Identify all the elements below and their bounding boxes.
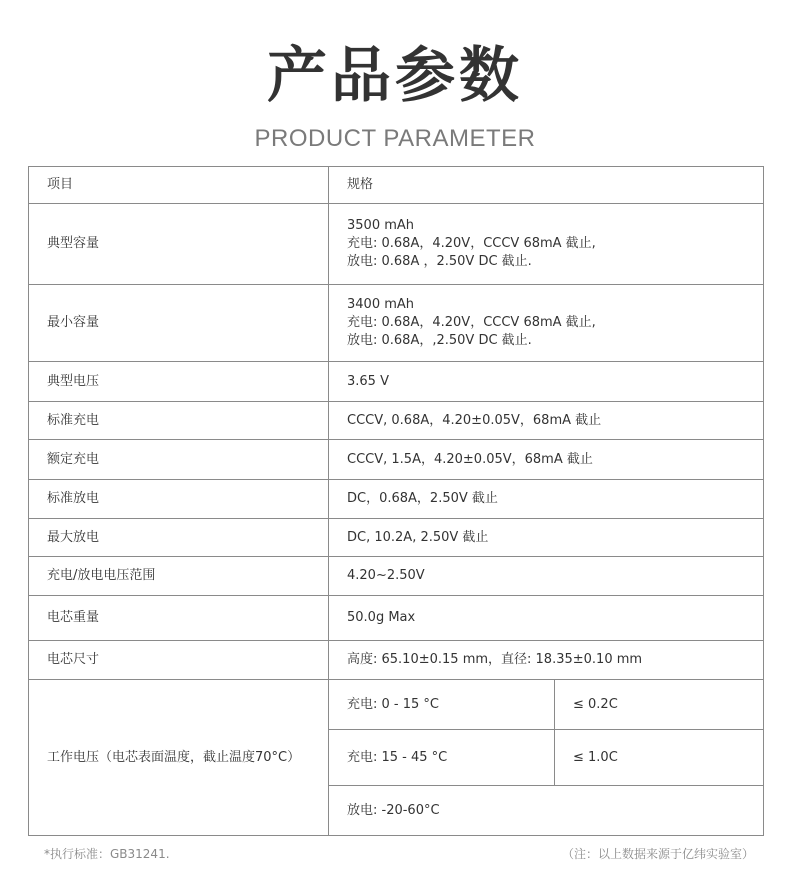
table-header-row (29, 167, 764, 204)
charge-range-cell: 充电: 15 - 45 °C (329, 730, 555, 786)
row-value (329, 204, 764, 285)
row-value: CCCV, 1.5A，4.20±0.05V，68mA 截止 (329, 440, 764, 480)
column-header-spec: 规格 (329, 167, 764, 204)
table-row (29, 596, 764, 641)
row-label: 充电/放电电压范围 (29, 557, 329, 596)
row-value: DC, 10.2A, 2.50V 截止 (329, 519, 764, 557)
row-label: 工作电压（电芯表面温度，截止温度70°C） (29, 680, 329, 836)
parameter-table (28, 166, 764, 836)
row-value: DC，0.68A，2.50V 截止 (329, 480, 764, 519)
table-row (29, 680, 764, 730)
value-line: 3400 mAh (347, 297, 415, 312)
row-label: 标准充电 (29, 402, 329, 440)
source-note: （注：以上数据来源于亿纬实验室） (561, 847, 754, 861)
table-row (29, 440, 764, 480)
value-line: 放电: 0.68A，,2.50V DC 截止. (347, 333, 532, 348)
row-value: CCCV, 0.68A，4.20±0.05V，68mA 截止 (329, 402, 764, 440)
row-label: 典型容量 (29, 204, 329, 285)
row-label: 标准放电 (29, 480, 329, 519)
row-value: 50.0g Max (329, 596, 764, 641)
charge-rate-cell: ≤ 0.2C (555, 680, 764, 730)
page-subtitle: PRODUCT PARAMETER (254, 125, 536, 152)
row-label: 额定充电 (29, 440, 329, 480)
table-row (29, 285, 764, 362)
row-value (329, 285, 764, 362)
table-row (29, 402, 764, 440)
page-title: 产品参数 (267, 41, 523, 111)
row-value: 3.65 V (329, 362, 764, 402)
table-row (29, 557, 764, 596)
row-label: 最大放电 (29, 519, 329, 557)
row-label: 电芯重量 (29, 596, 329, 641)
charge-rate-cell: ≤ 1.0C (555, 730, 764, 786)
value-line: 3500 mAh (347, 218, 415, 233)
value-line: 充电: 0.68A，4.20V，CCCV 68mA 截止, (347, 236, 596, 251)
table-row (29, 641, 764, 680)
discharge-range-cell: 放电: -20-60°C (329, 786, 764, 836)
column-header-item: 项目 (29, 167, 329, 204)
row-value: 4.20~2.50V (329, 557, 764, 596)
standard-note: *执行标准：GB31241. (44, 847, 170, 861)
table-row (29, 362, 764, 402)
row-label: 最小容量 (29, 285, 329, 362)
row-value: 高度: 65.10±0.15 mm，直径: 18.35±0.10 mm (329, 641, 764, 680)
charge-range-cell: 充电: 0 - 15 °C (329, 680, 555, 730)
row-label: 电芯尺寸 (29, 641, 329, 680)
value-line: 放电: 0.68A ，2.50V DC 截止. (347, 254, 532, 269)
row-label: 典型电压 (29, 362, 329, 402)
table-row (29, 204, 764, 285)
table-row (29, 480, 764, 519)
value-line: 充电: 0.68A，4.20V，CCCV 68mA 截止, (347, 315, 596, 330)
table-row (29, 519, 764, 557)
